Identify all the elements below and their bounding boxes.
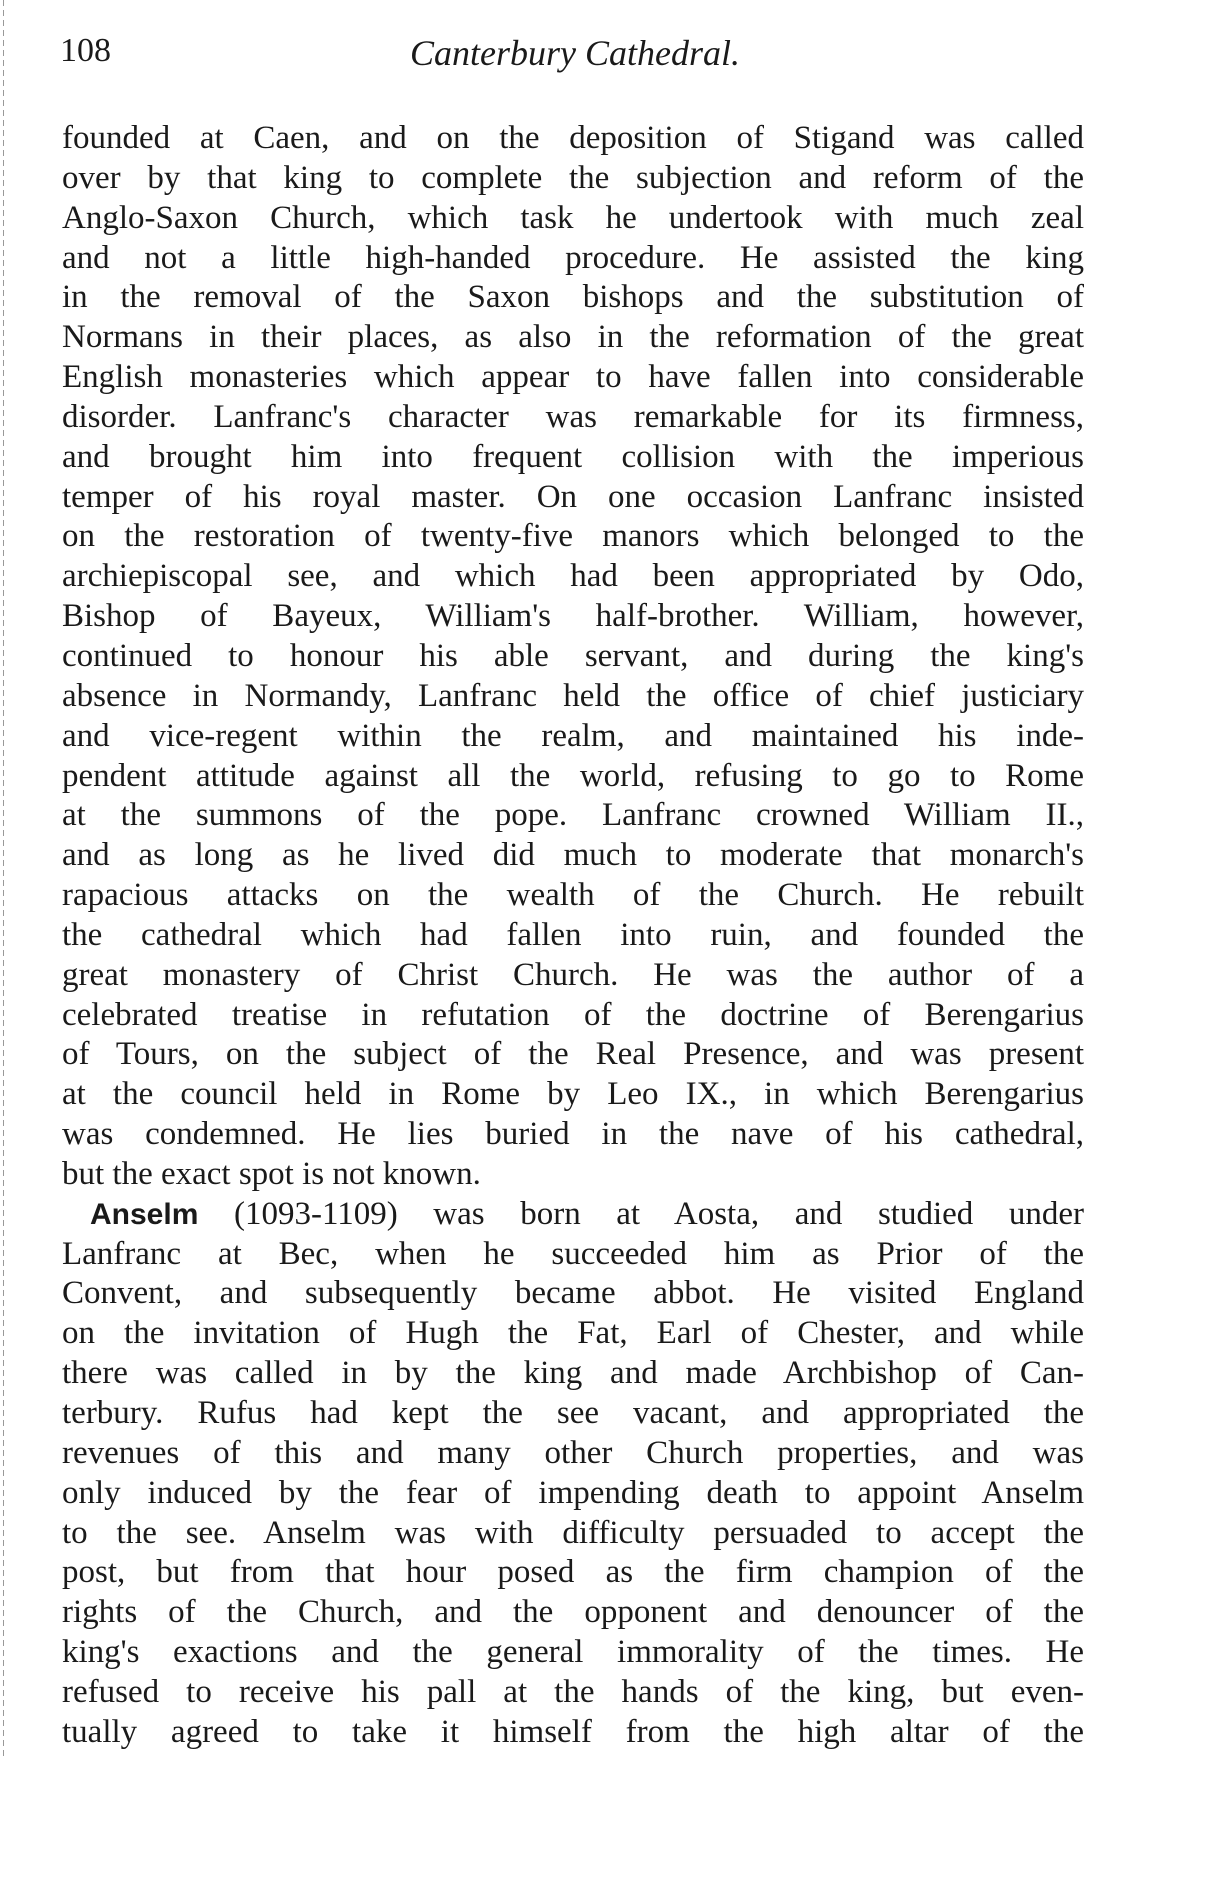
text-line: terbury. Rufus had kept the see vacant, and appropriated the [62, 1395, 1084, 1431]
text-line: Lanfranc at Bec, when he succeeded him as Prior of the [62, 1235, 1084, 1272]
text-line: and brought him into frequent collision with the imperious [62, 438, 1084, 475]
text-line: post, but from that hour posed as the firm champion of the [62, 1554, 1084, 1591]
text-line: celebrated treatise in refutation of the doctrine of Berengarius [62, 996, 1084, 1033]
paragraph-lanfranc [62, 119, 1084, 1195]
text-line: temper of his royal master. On one occasion Lanfranc insisted [62, 478, 1084, 515]
text-line: pendent attitude against all the world, refusing to go to Rome [62, 757, 1084, 794]
paragraph-anselm [62, 1195, 1084, 1753]
text-line: on the invitation of Hugh the Fat, Earl of Chester, and while [62, 1315, 1084, 1352]
text-line: tually agreed to take it himself from the high altar of the [62, 1713, 1084, 1750]
text-line: on the restoration of twenty-five manors which belonged to the [62, 518, 1084, 555]
text-line: great monastery of Christ Church. He was the author of a [62, 956, 1084, 993]
text-line: in the removal of the Saxon bishops and the substitution of [62, 279, 1084, 316]
text-line [62, 1195, 1084, 1235]
text-line: of Tours, on the subject of the Real Presence, and was present [62, 1036, 1084, 1073]
text-line: Convent, and subsequently became abbot. He visited England [62, 1275, 1084, 1312]
page-header [60, 32, 1090, 82]
text-line: continued to honour his able servant, and during the king's [62, 637, 1084, 674]
text-line: archiepiscopal see, and which had been appropriated by Odo, [62, 558, 1084, 595]
text-line: but the exact spot is not known. [62, 1155, 481, 1192]
running-title: Canterbury Cathedral. [410, 33, 740, 73]
text-line: English monasteries which appear to have fallen into considerable [62, 359, 1084, 396]
text-line: rights of the Church, and the opponent and denouncer of the [62, 1594, 1084, 1631]
paragraph-lead-name: Anselm [90, 1197, 199, 1231]
text-line: absence in Normandy, Lanfranc held the office of chief justiciary [62, 677, 1084, 714]
page-number: 108 [60, 32, 111, 69]
text-line: Normans in their places, as also in the reformation of the great [62, 319, 1084, 356]
text-line: disorder. Lanfranc's character was remarkable for its firmness, [62, 398, 1084, 435]
text-line: to the see. Anselm was with difficulty persuaded to accept the [62, 1514, 1084, 1551]
text-line: and vice-regent within the realm, and maintained his inde- [62, 717, 1084, 754]
text-line: refused to receive his pall at the hands of the king, but even- [62, 1673, 1084, 1710]
text-line: founded at Caen, and on the deposition of Stigand was called [62, 120, 1084, 156]
page-body [62, 119, 1084, 1753]
text-line: at the summons of the pope. Lanfranc crowned William II., [62, 797, 1084, 834]
text-line: there was called in by the king and made Archbishop of Can- [62, 1355, 1084, 1392]
text-line: was condemned. He lies buried in the nave of his cathedral, [62, 1116, 1084, 1153]
text-line: the cathedral which had fallen into ruin, and founded the [62, 916, 1084, 953]
text-line: only induced by the fear of impending death to appoint Anselm [62, 1474, 1084, 1511]
text-line: and as long as he lived did much to moderate that monarch's [62, 837, 1084, 874]
text-line: revenues of this and many other Church properties, and was [62, 1434, 1084, 1471]
text-line: Anglo-Saxon Church, which task he undertook with much zeal [62, 199, 1084, 236]
text-line: over by that king to complete the subjection and reform of the [62, 159, 1084, 196]
text-line: king's exactions and the general immorality of the times. He [62, 1634, 1084, 1671]
text-line: at the council held in Rome by Leo IX., in which Berengarius [62, 1076, 1084, 1113]
scan-edge [3, 0, 4, 1760]
text-line: and not a little high-handed procedure. He assisted the king [62, 239, 1084, 276]
text-line-rest: (1093-1109) was born at Aosta, and studied under [198, 1195, 1084, 1232]
text-line: rapacious attacks on the wealth of the Church. He rebuilt [62, 877, 1084, 914]
text-line: Bishop of Bayeux, William's half-brother. William, however, [62, 598, 1084, 635]
